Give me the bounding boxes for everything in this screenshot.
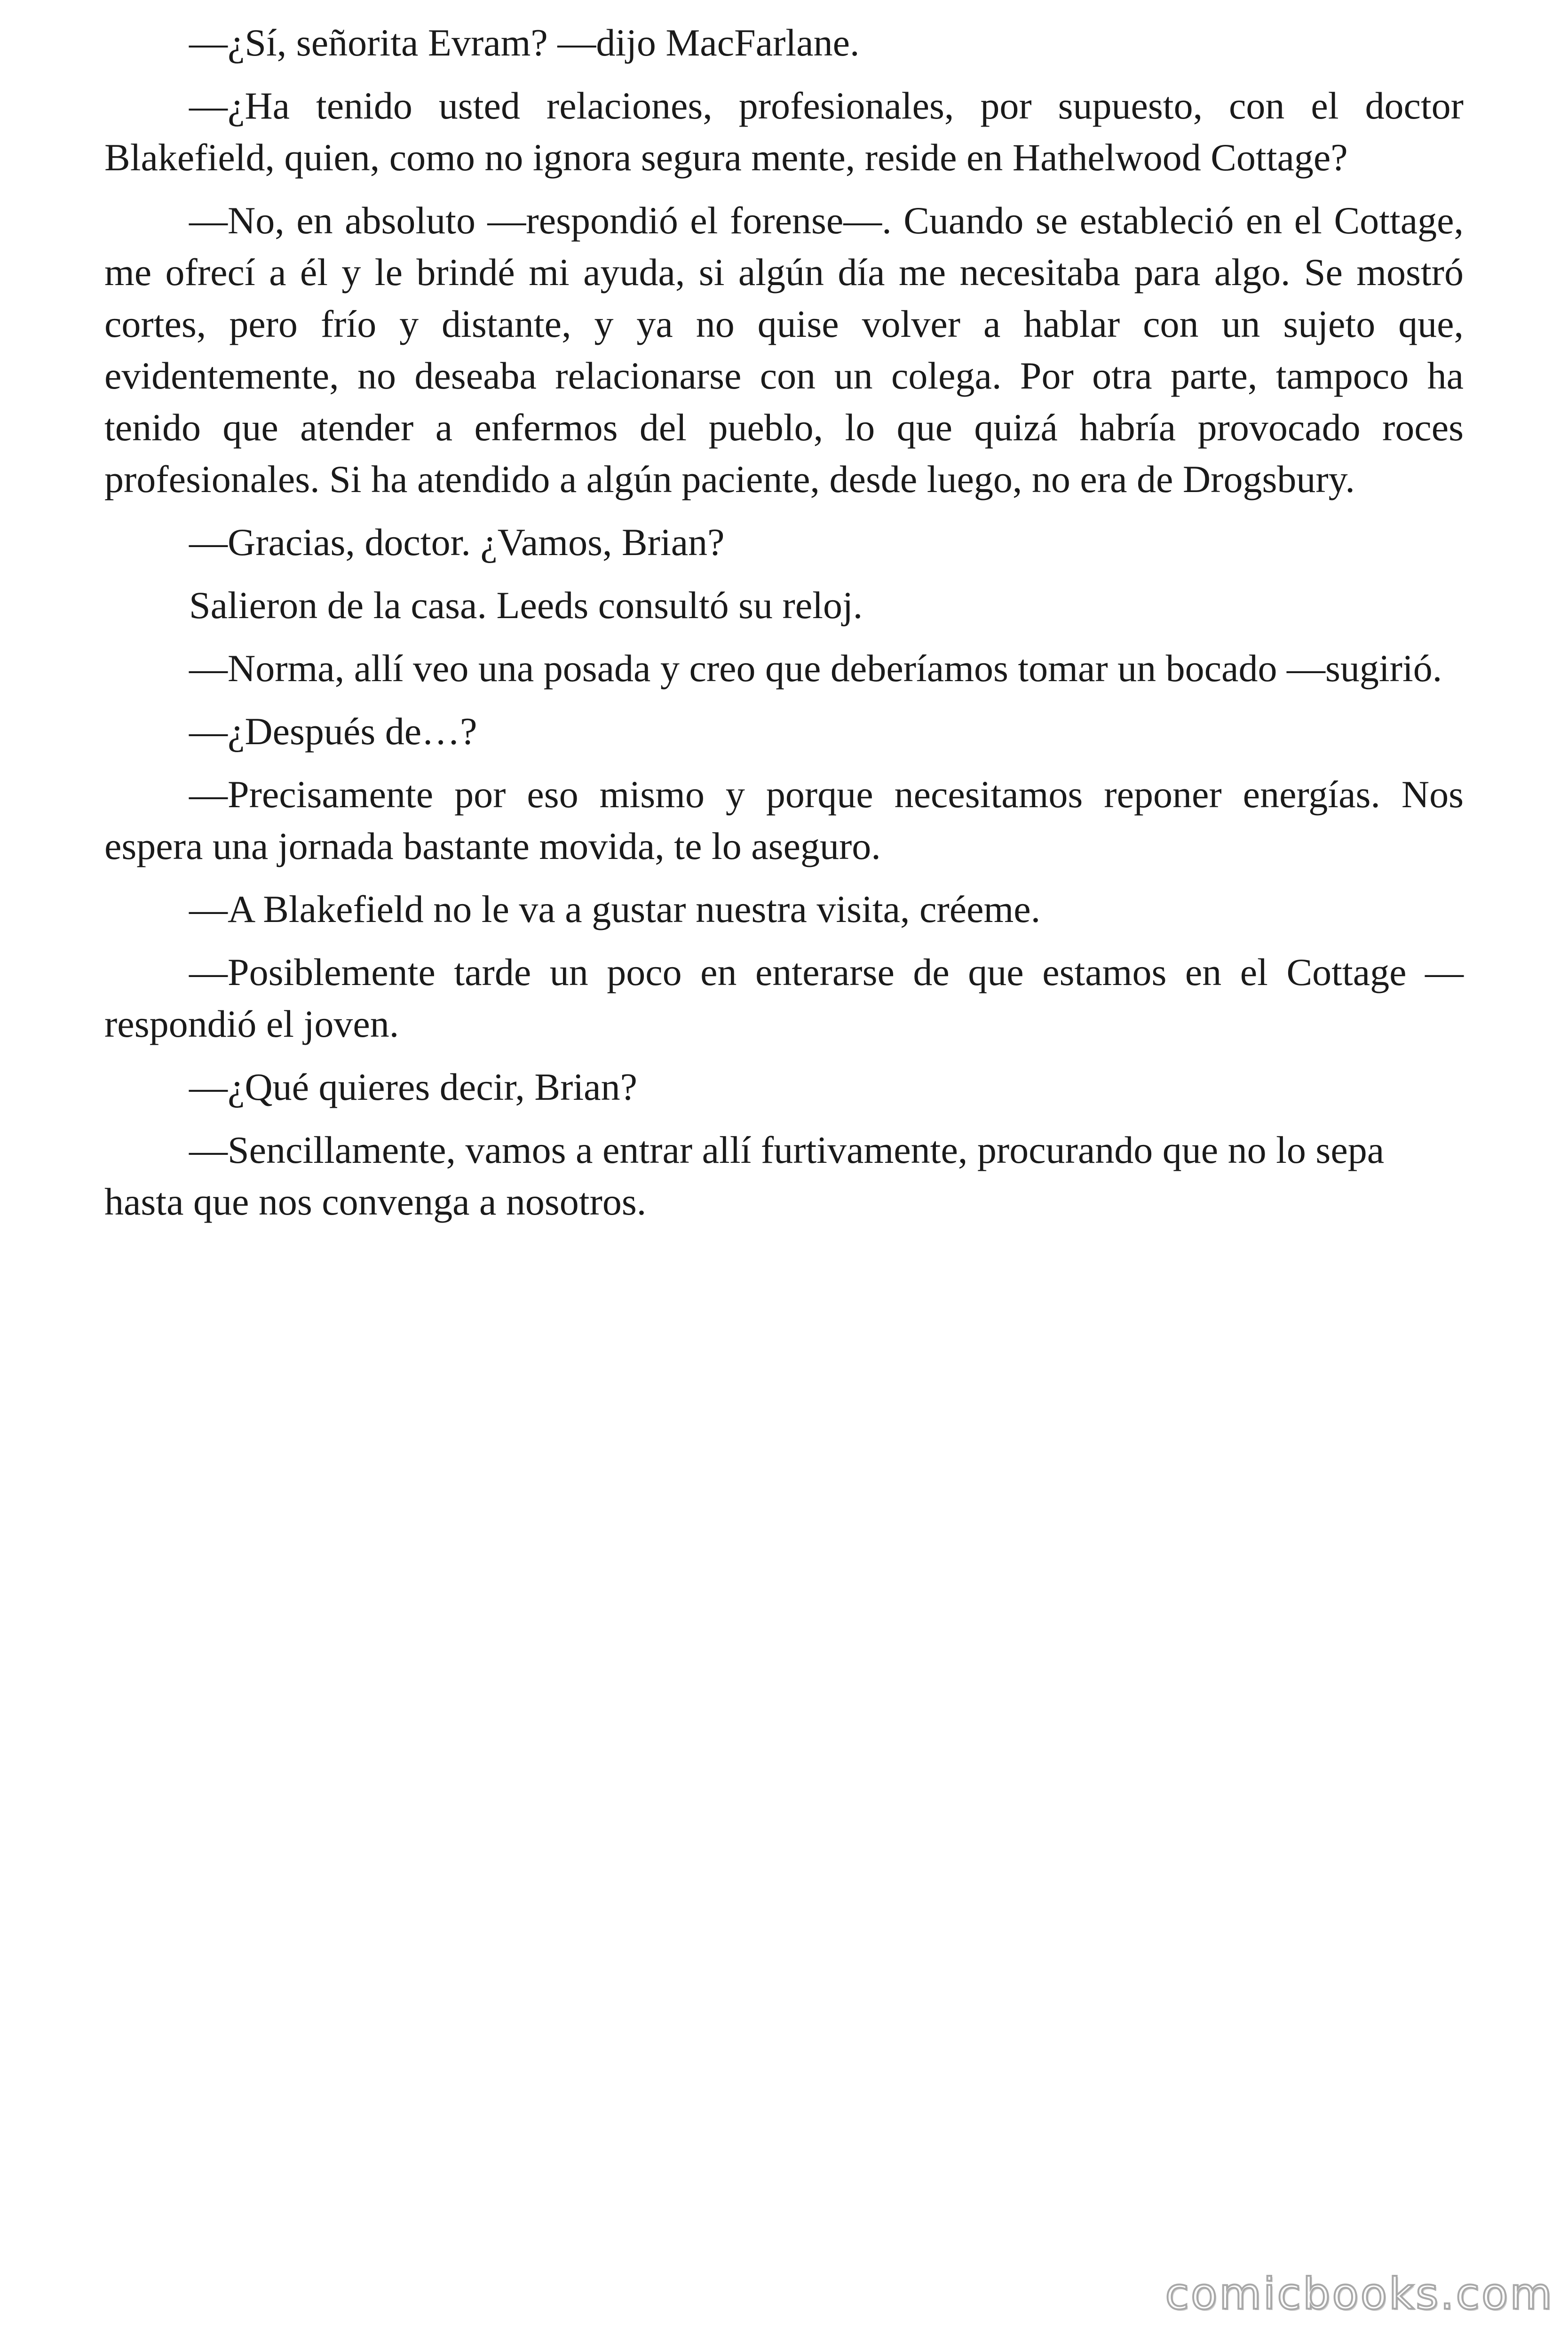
paragraph: —Precisamente por eso mismo y porque necesitamos reponer energías. Nos espera una jornada bastante movida, te lo aseguro.	[104, 773, 1464, 867]
paragraph: —¿Ha tenido usted relaciones, profesionales, por supuesto, con el doctor Blakefield, quien, como no ignora segura mente, reside en Hathelwood Cottage?	[104, 84, 1464, 179]
paragraph: —No, en absoluto —respondió el forense—. Cuando se estableció en el Cottage, me ofrecí a él y le brindé mi ayuda, si algún día me necesitaba para algo. Se mostró cortes, pero frío y distante, y ya no quise volver a hablar con un sujeto que, evidentemente, no deseaba relacionarse con un colega. Por otra parte, tampoco ha tenido que atender a enfermos del pueblo, lo que quizá habría provocado roces profesionales. Si ha atendido a algún paciente, desde luego, no era de Drogsbury.	[104, 199, 1464, 501]
paragraph: —¿Qué quieres decir, Brian?	[189, 1065, 637, 1108]
paragraph: —¿Sí, señorita Evram? —dijo MacFarlane.	[189, 21, 860, 64]
paragraph: —A Blakefield no le va a gustar nuestra visita, créeme.	[189, 888, 1041, 930]
paragraph: —Posiblemente tarde un poco en enterarse de que estamos en el Cottage —respondió el joven.	[104, 951, 1464, 1045]
paragraph: —Gracias, doctor. ¿Vamos, Brian?	[189, 521, 725, 564]
paragraph: —¿Después de…?	[189, 710, 477, 753]
paragraph: —Sencillamente, vamos a entrar allí furtivamente, procurando que no lo sepa hasta que nos convenga a nosotros.	[104, 1128, 1385, 1223]
body-text	[104, 17, 1464, 1239]
paragraph: Salieron de la casa. Leeds consultó su reloj.	[189, 584, 863, 627]
watermark: comicbooks.com	[1165, 2269, 1554, 2319]
paragraph: —Norma, allí veo una posada y creo que deberíamos tomar un bocado —sugirió.	[189, 647, 1442, 690]
